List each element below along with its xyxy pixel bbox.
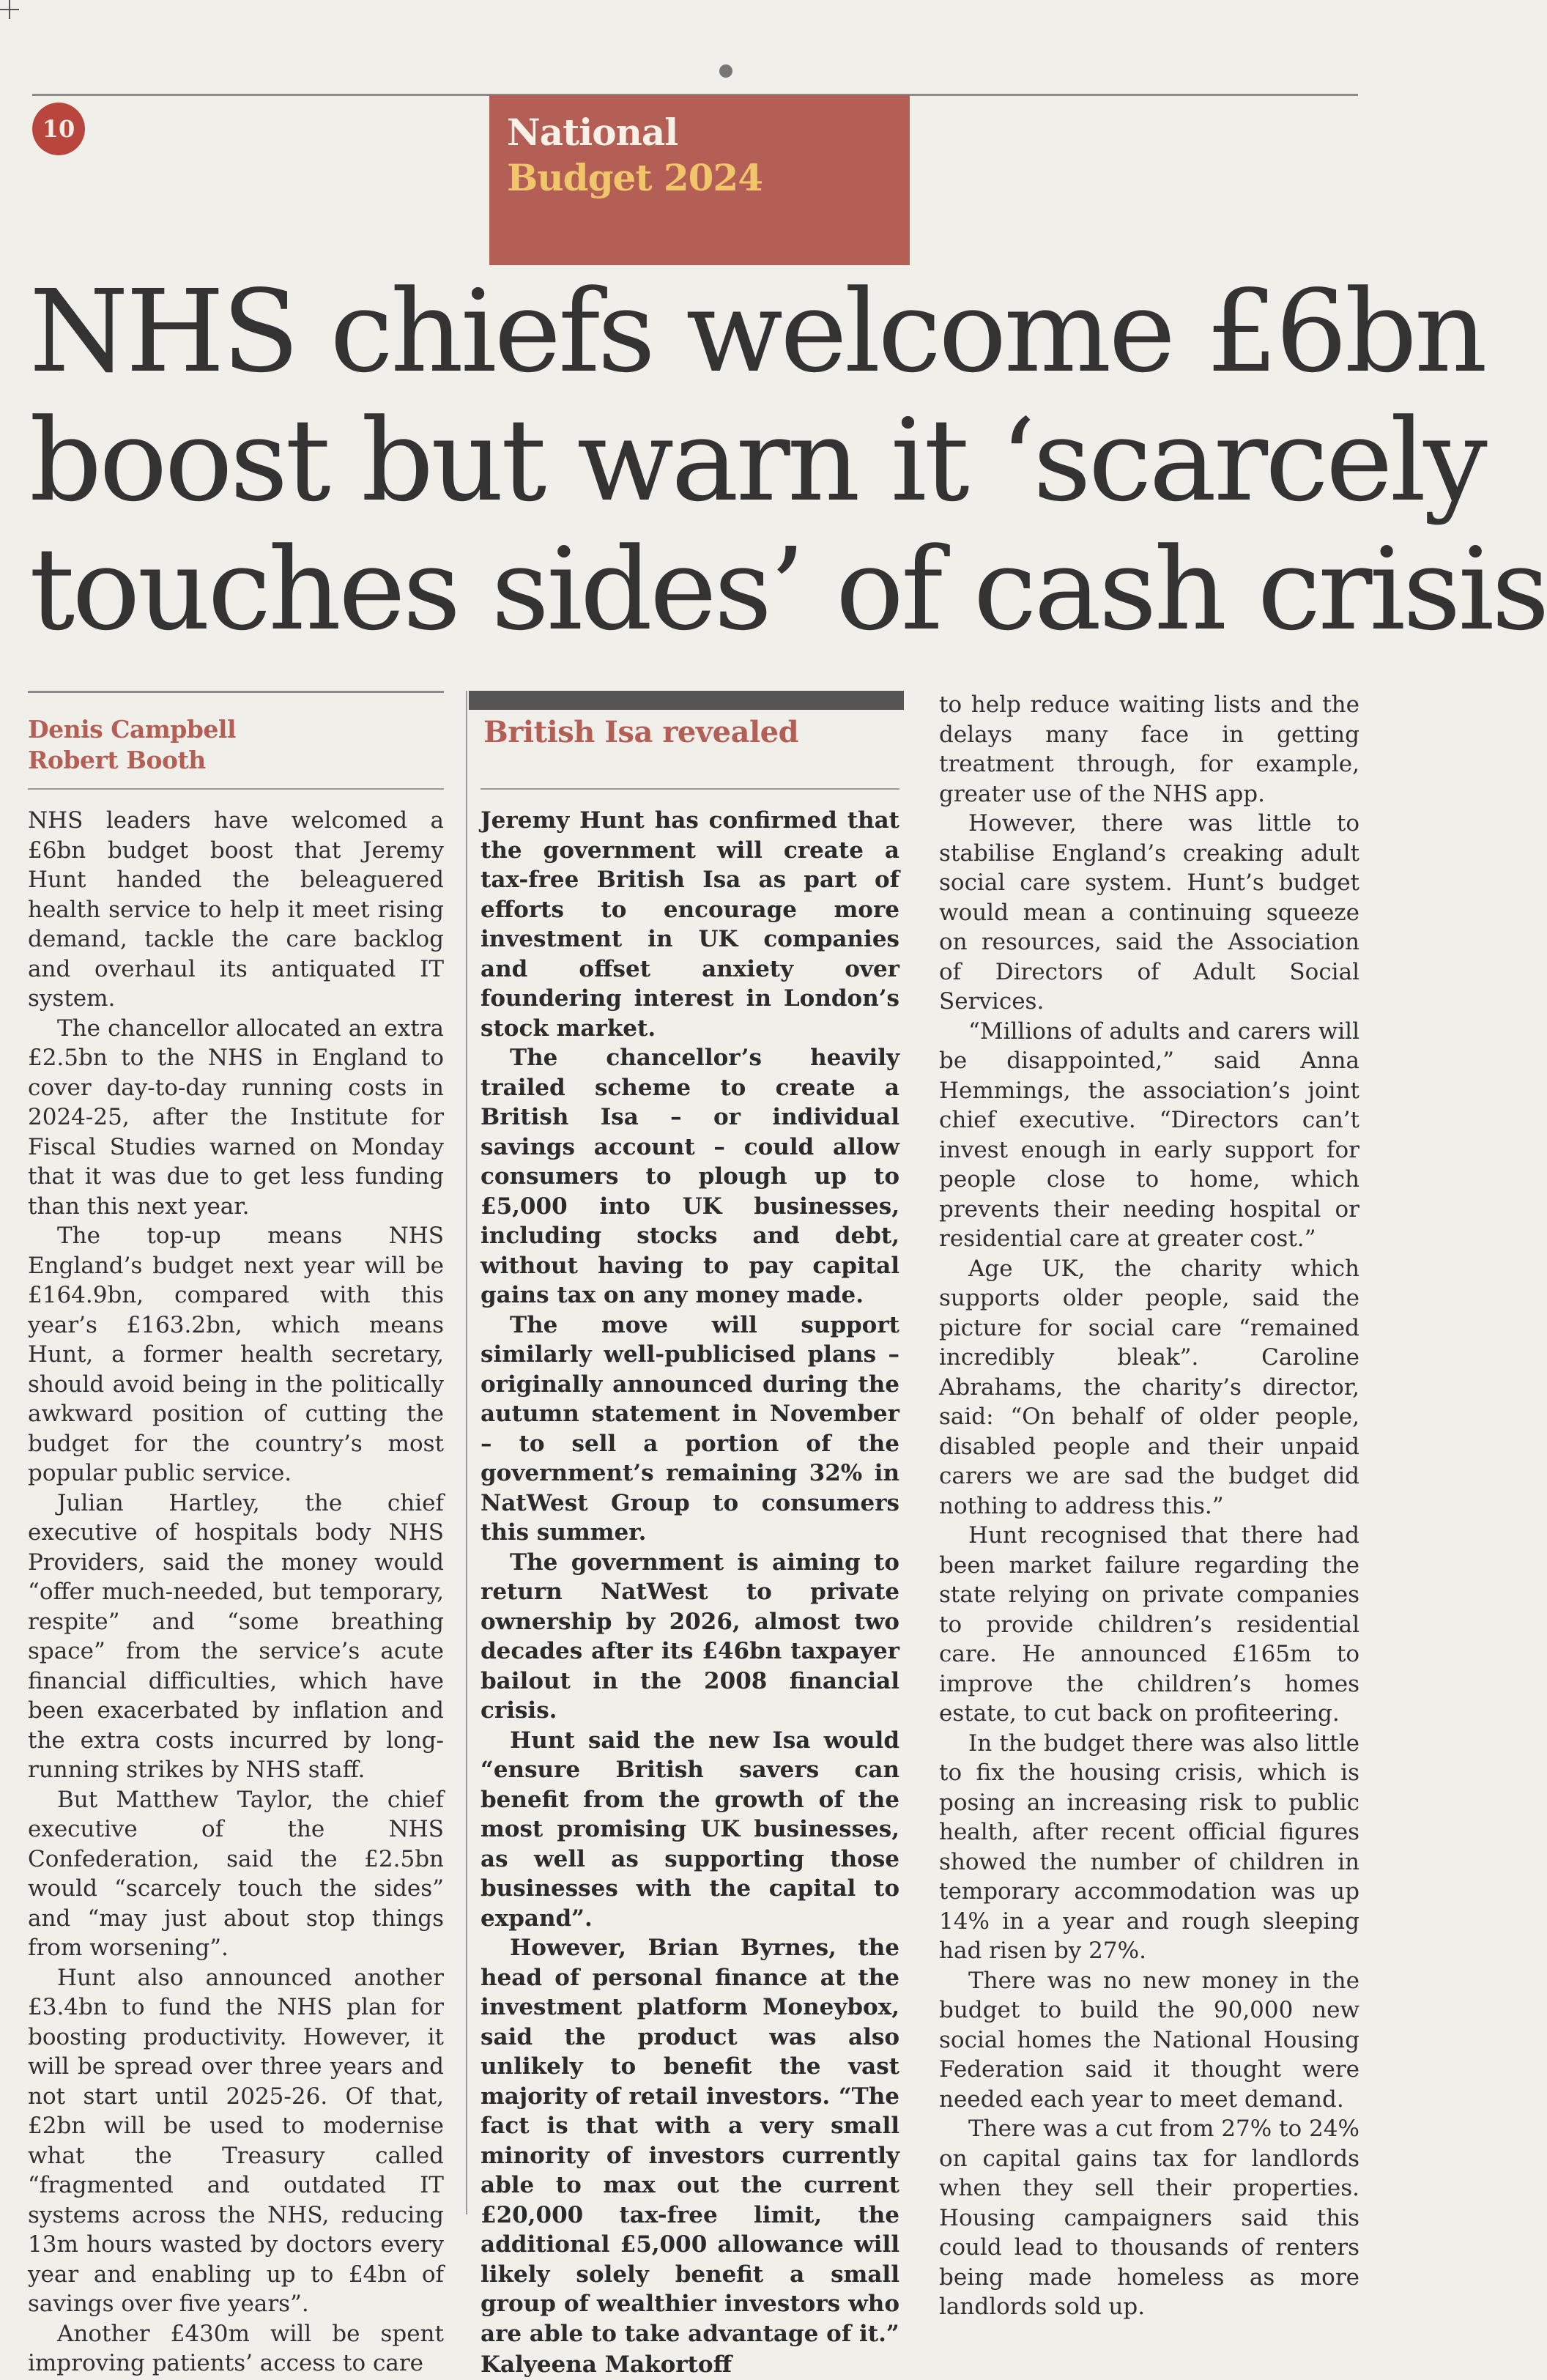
section-name: National <box>507 111 678 154</box>
sidebar-title: British Isa revealed <box>483 715 799 749</box>
article-paragraph: There was no new money in the budget to build the 90,000 new social homes the National Housing Federation said it thought were needed each year to meet demand. <box>939 1967 1359 2113</box>
article-paragraph: Julian Hartley, the chief executive of hospitals body NHS Providers, said the money would “offer much-needed, but temporary, respite” and “some breathing space” from the service’s acute financial difficulties, which have been exacerbated by inflation and the extra costs incurred by long-running strikes by NHS staff. <box>28 1489 444 1783</box>
headline-line: NHS chiefs welcome £6bn <box>29 265 1485 398</box>
sidebar-paragraph: Jeremy Hunt has confirmed that the government will create a tax-free British Isa as part of efforts to encourage more investment in UK companies and offset anxiety over foundering interest in London’s stock market. <box>481 807 899 1042</box>
sidebar-title-rule <box>481 788 899 790</box>
sidebar-paragraph: The move will support similarly well-publicised plans – originally announced during the autumn statement in November – to sell a portion of the government’s remaining 32% in NatWest Group to consumers this summer. <box>481 1311 899 1546</box>
headline <box>29 265 1547 656</box>
byline-author: Denis Campbell <box>28 715 236 744</box>
section-label-box <box>489 95 910 265</box>
article-paragraph: “Millions of adults and carers will be disappointed,” said Anna Hemmings, the association’s joint chief executive. “Directors can’t invest enough in early support for people close to home, which prevents their needing hospital or residential care at greater cost.” <box>939 1017 1359 1252</box>
byline <box>28 714 236 776</box>
article-paragraph: The chancellor allocated an extra £2.5bn to the NHS in England to cover day-to-day running costs in 2024-25, after the Institute for Fiscal Studies warned on Monday that it was due to get less funding than this next year. <box>28 1015 444 1220</box>
registration-dot <box>719 64 732 78</box>
sidebar-paragraph: The chancellor’s heavily trailed scheme to create a British Isa – or individual savings account – could allow consumers to plough up to £5,000 into UK businesses, including stocks and debt, without having to pay capital gains tax on any money made. <box>481 1045 899 1308</box>
article-column-1 <box>28 806 444 2379</box>
article-paragraph: NHS leaders have welcomed a £6bn budget boost that Jeremy Hunt handed the beleaguered health service to help it meet rising demand, tackle the care backlog and overhaul its antiquated IT system. <box>28 807 444 1012</box>
sidebar-paragraph: The government is aiming to return NatWest to private ownership by 2026, almost two decades after its £46bn taxpayer bailout in the 2008 financial crisis. <box>481 1549 899 1724</box>
sidebar-header-bar <box>469 691 904 710</box>
article-paragraph: However, there was little to stabilise England’s creaking adult social care system. Hunt’s budget would mean a continuing squeeze on resources, said the Association of Directors of Adult Social Services. <box>939 810 1359 1015</box>
byline-author: Robert Booth <box>28 746 206 774</box>
article-paragraph: The top-up means NHS England’s budget next year will be £164.9bn, compared with this year’s £163.2bn, which means Hunt, a former health secretary, should avoid being in the politically awkward position of cutting the budget for the country’s most popular public service. <box>28 1223 444 1486</box>
registration-crosshair <box>0 0 19 19</box>
section-subsection: Budget 2024 <box>507 156 763 199</box>
byline-top-rule <box>28 691 444 693</box>
byline-bottom-rule <box>28 788 444 790</box>
article-paragraph: to help reduce waiting lists and the delays many face in getting treatment through, for example, greater use of the NHS app. <box>939 692 1359 807</box>
sidebar-column <box>481 806 899 2380</box>
article-paragraph: Another £430m will be spent improving patients’ access to care <box>28 2320 444 2376</box>
article-paragraph: But Matthew Taylor, the chief executive of the NHS Confederation, said the £2.5bn would “scarcely touch the sides” and “may just about stop things from worsening”. <box>28 1786 444 1961</box>
article-paragraph: Age UK, the charity which supports older people, said the picture for social care “remained incredibly bleak”. Caroline Abrahams, the charity’s director, said: “On behalf of older people, disabled people and their unpaid carers we are sad the budget did nothing to address this.” <box>939 1255 1359 1519</box>
page-number-badge: 10 <box>32 103 85 155</box>
sidebar-credit: Kalyeena Makortoff <box>481 2351 732 2378</box>
article-paragraph: In the budget there was also little to fix the housing crisis, which is posing an increasing risk to public health, after recent official figures showed the number of children in temporary accommodation was up 14% in a year and rough sleeping had risen by 27%. <box>939 1730 1359 1964</box>
sidebar-paragraph: However, Brian Byrnes, the head of personal finance at the investment platform Moneybox, said the product was also unlikely to benefit the vast majority of retail investors. “The fact is that with a very small minority of investors currently able to max out the current £20,000 tax-free limit, the additional £5,000 allowance will likely solely benefit a small group of wealthier investors who are able to take advantage of it.” <box>481 1935 899 2347</box>
article-paragraph: There was a cut from 27% to 24% on capital gains tax for landlords when they sell their properties. Housing campaigners said this could lead to thousands of renters being made homeless as more landlords sold up. <box>939 2116 1359 2320</box>
article-column-3 <box>939 690 1359 2322</box>
article-paragraph: Hunt recognised that there had been market failure regarding the state relying on private companies to provide children’s residential care. He announced £165m to improve the children’s homes estate, to cut back on profiteering. <box>939 1522 1359 1727</box>
article-paragraph: Hunt also announced another £3.4bn to fund the NHS plan for boosting productivity. However, it will be spread over three years and not start until 2025-26. Of that, £2bn will be used to modernise what the Treasury called “fragmented and outdated IT systems across the NHS, reducing 13m hours wasted by doctors every year and enabling up to £4bn of savings over five years”. <box>28 1964 444 2317</box>
headline-line: boost but warn it ‘scarcely <box>29 394 1485 527</box>
headline-line: touches sides’ of cash crisis <box>29 523 1547 656</box>
column-divider <box>466 691 467 2214</box>
sidebar-paragraph: Hunt said the new Isa would “ensure British savers can benefit from the growth of the most promising UK businesses, as well as supporting those businesses with the capital to expand”. <box>481 1727 899 1932</box>
